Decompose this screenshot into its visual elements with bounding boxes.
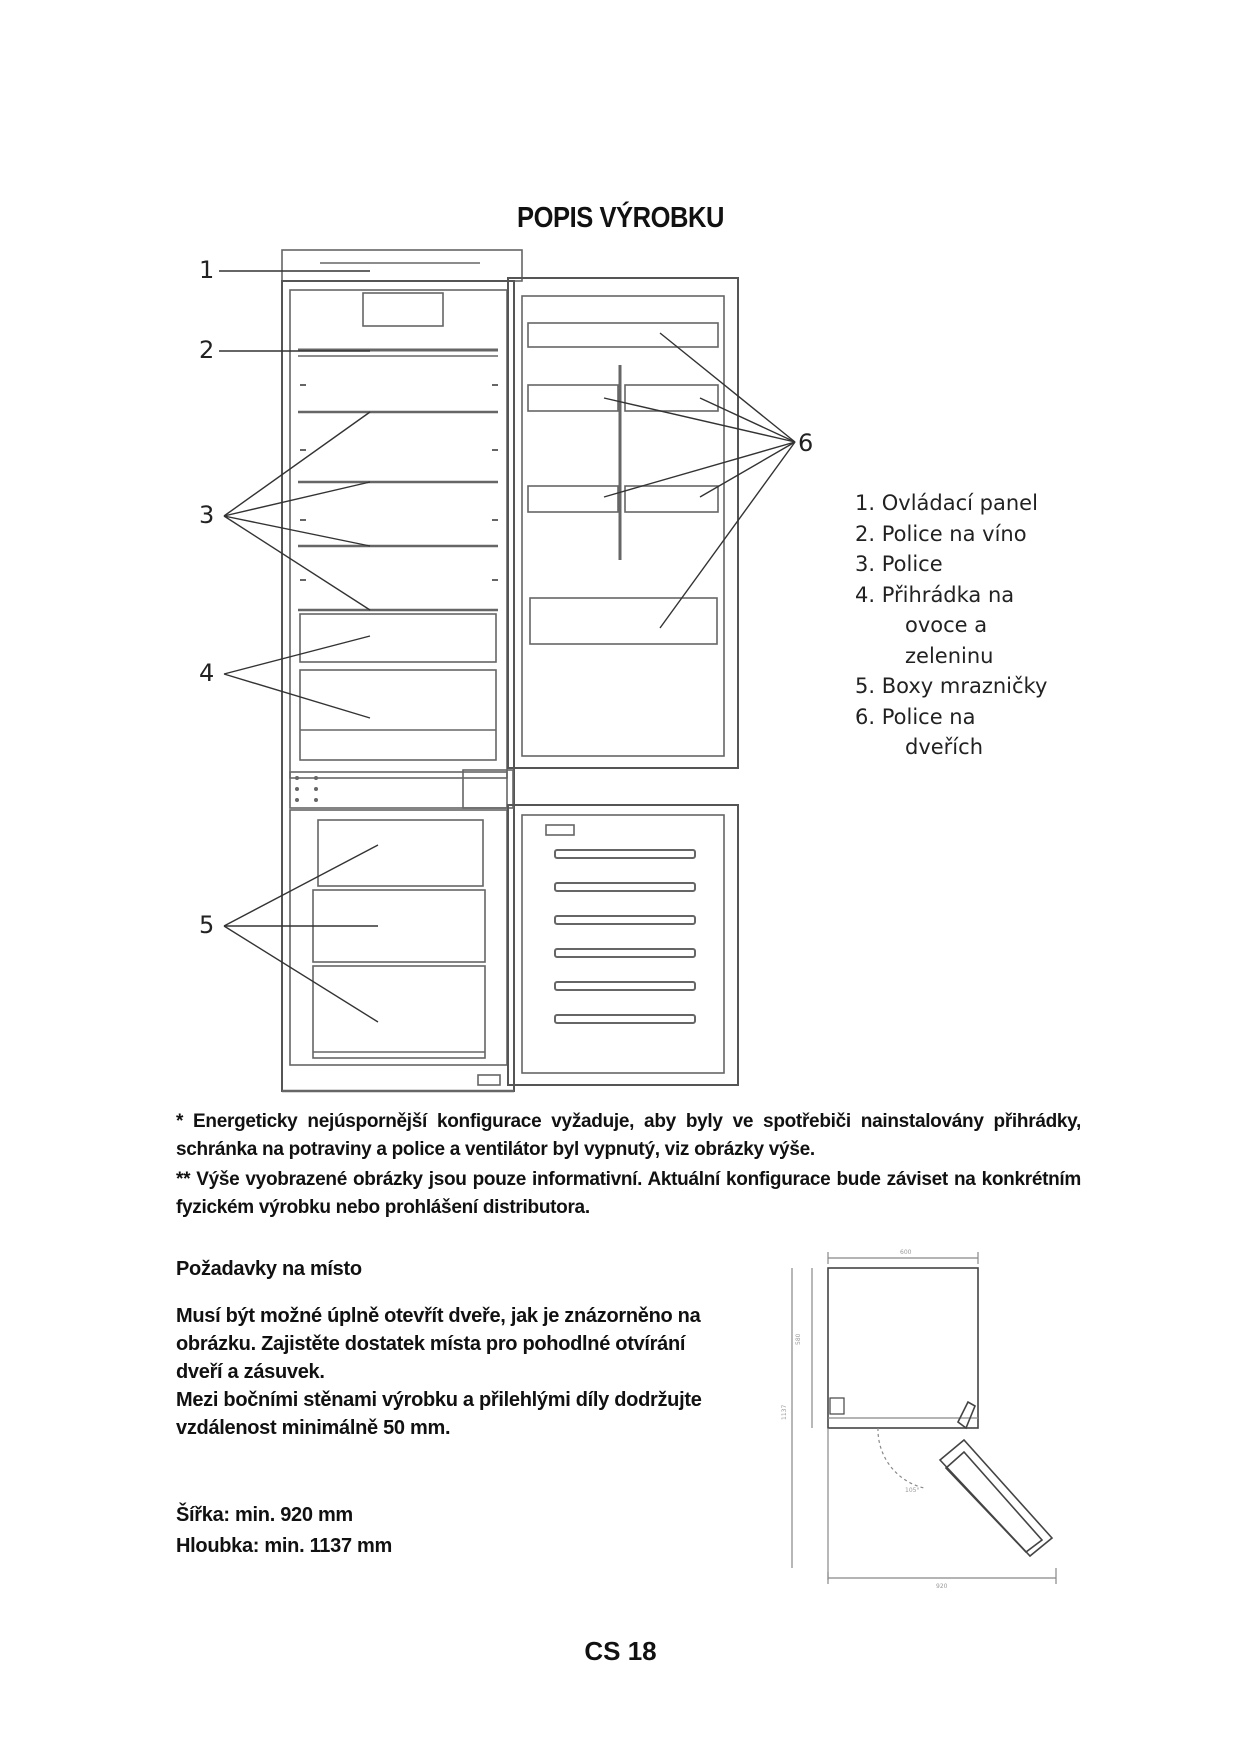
callout-5: 5 <box>199 911 215 939</box>
control-panel-shape <box>282 250 522 281</box>
legend-item: 1. Ovládací panel <box>855 491 1038 515</box>
svg-text:1137: 1137 <box>781 1404 788 1420</box>
callout-2: 2 <box>199 336 215 364</box>
footnote-energy: * Energeticky nejúspornější konfigurace vyžaduje, aby byly ve spotřebiči nainstalovány přihrádky, schránka na potraviny a police a ventilátor byl vypnutý, viz obrázky výše. <box>176 1111 1081 1160</box>
callout-4: 4 <box>199 659 215 687</box>
svg-text:600: 600 <box>900 1249 912 1256</box>
footnotes <box>176 1108 1081 1222</box>
legend-item-continuation: zeleninu <box>905 643 994 668</box>
min-width: Šířka: min. 920 mm <box>176 1504 353 1526</box>
legend-item: 4. Přihrádka na <box>855 582 1015 607</box>
requirements-paragraph: Musí být možné úplně otevřít dveře, jak je znázorněno na obrázku. Zajistěte dostatek místa pro pohodlné otvírání dveří a zásuvek. <box>176 1305 701 1383</box>
min-depth: Hloubka: min. 1137 mm <box>176 1535 392 1557</box>
minimum-dimensions <box>176 1500 392 1562</box>
legend-item: 5. Boxy mrazničky <box>855 674 1048 698</box>
footnote-illustrative: ** Výše vyobrazené obrázky jsou pouze informativní. Aktuální konfigurace bude záviset na konkrétním fyzickém výrobku nebo prohlášení distributora. <box>176 1169 1081 1218</box>
page-number: CS 18 <box>584 1636 657 1666</box>
page-title: POPIS VÝROBKU <box>517 202 724 234</box>
legend-item: 3. Police <box>855 552 943 576</box>
callout-1: 1 <box>199 256 215 284</box>
svg-text:105°: 105° <box>905 1487 920 1494</box>
requirements-paragraph: Mezi bočními stěnami výrobku a přilehlými díly dodržujte vzdálenost minimálně 50 mm. <box>176 1389 702 1439</box>
legend-item-continuation: dveřích <box>905 735 984 759</box>
placement-diagram <box>792 1252 1056 1584</box>
legend-item: 2. Police na víno <box>855 521 1027 546</box>
requirements-text <box>176 1302 716 1442</box>
callout-3: 3 <box>199 501 215 529</box>
requirements-heading: Požadavky na místo <box>176 1258 362 1280</box>
parts-legend <box>855 488 1047 763</box>
legend-item: 6. Police na <box>855 704 976 729</box>
svg-text:580: 580 <box>795 1333 802 1345</box>
legend-item-continuation: ovoce a <box>905 613 988 637</box>
callout-6: 6 <box>798 429 814 457</box>
svg-text:920: 920 <box>936 1583 948 1590</box>
